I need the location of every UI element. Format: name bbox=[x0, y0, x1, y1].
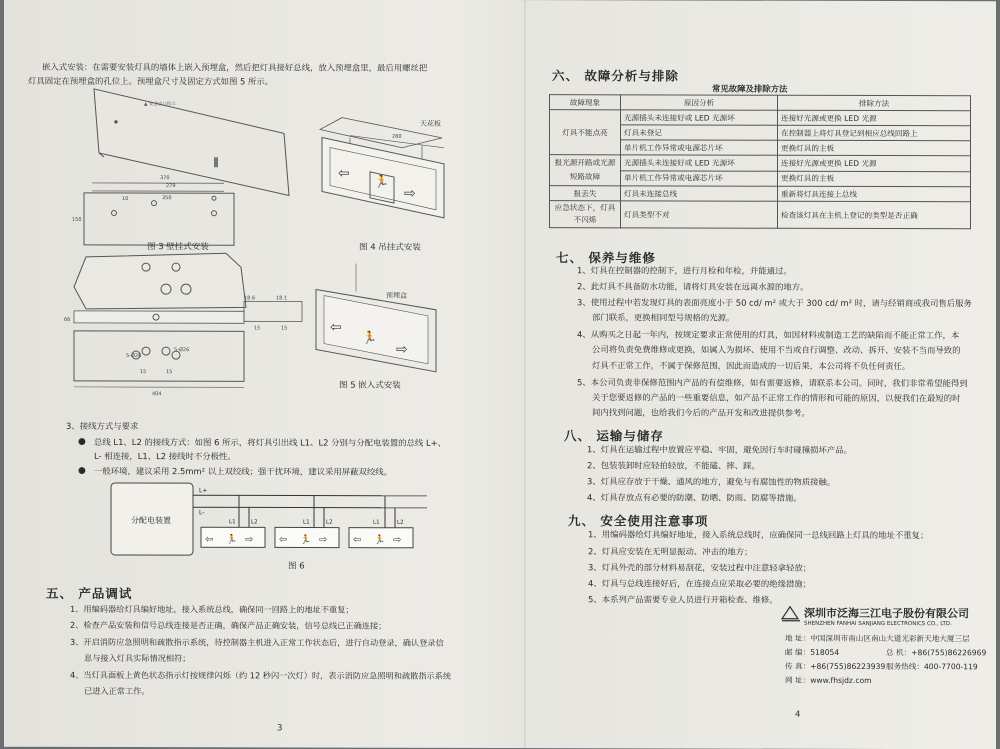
sec6-title: 六、 故障分析与排除 bbox=[552, 66, 679, 84]
figure-6-wiring bbox=[109, 481, 429, 562]
page-number-right: 4 bbox=[795, 710, 800, 720]
fig5-dim-66: 66 bbox=[64, 317, 70, 323]
sec5-item-4b: 已进入正常工作。 bbox=[84, 685, 150, 698]
sec7-item-4c: 灯具不正常工作，不属于保修范围，因此而造成的一切后果，本公司将不负任何责任。 bbox=[592, 359, 910, 372]
sec5-item-3b: 息与接入灯具实际情况相符； bbox=[84, 652, 190, 665]
table-cell: 灯具未连接总线 bbox=[621, 186, 778, 201]
svg-text:⇦: ⇦ bbox=[330, 320, 342, 336]
table-row bbox=[550, 201, 971, 229]
table-cell: 更换灯具的主板 bbox=[778, 140, 971, 156]
svg-text:▲ 安全出口指示: ▲ 安全出口指示 bbox=[144, 100, 176, 107]
fig6-light-2 bbox=[275, 495, 339, 547]
fig3-dim-4: 150 bbox=[72, 217, 82, 223]
svg-text:⇨: ⇨ bbox=[404, 186, 416, 202]
table-cell: 报丢失 bbox=[550, 186, 621, 201]
sec8-title: 八、 运输与储存 bbox=[564, 426, 664, 444]
fig6-box-label: 分配电装置 bbox=[131, 515, 171, 525]
fig6-l2-c: L2 bbox=[397, 520, 404, 526]
company-website: 网 址：www.fhsjdz.com bbox=[785, 675, 872, 687]
table-cell: 报光源开路或光源短路故障 bbox=[550, 155, 621, 186]
fig4-caption: 图 4 吊挂式安装 bbox=[359, 241, 421, 253]
table-cell: 在控制器上将灯具登记到相应总线回路上 bbox=[778, 125, 971, 141]
fig3-caption: 图 3 壁挂式安装 bbox=[147, 240, 209, 252]
fig5-dim-404: 404 bbox=[152, 391, 162, 397]
sec7-item-3b: 部门联系，更换相同型号规格的光源。 bbox=[592, 311, 734, 323]
table-title: 常见故障及排除方法 bbox=[712, 83, 787, 95]
wiring-bullet-1b: L- 相连接，L1、L2 接线时不分极性。 bbox=[94, 450, 236, 462]
sec9-title: 九、 安全使用注意事项 bbox=[568, 511, 708, 529]
sec7-item-3: 3、使用过程中若发现灯具的表面亮度小于 50 cd/ m² 或大于 300 cd/ m² 时，请与经销商或我司售后服务 bbox=[577, 296, 972, 309]
sec9-item-4: 4、灯具与总线连接好后，在连接点应采取必要的绝缘措施； bbox=[588, 577, 811, 590]
fig6-l1-b: L1 bbox=[303, 519, 310, 525]
sec7-item-4b: 公司将负责免费维修或更换，如属人为损坏、使用不当或自行调整、改动、拆开、安装不当而导致的 bbox=[592, 343, 961, 356]
fig6-lminus: L- bbox=[199, 509, 204, 516]
fig5-box-label: 预埋盒 bbox=[386, 291, 407, 300]
company-phone: 总 机：+86(755)86226969 bbox=[886, 647, 986, 659]
sec5-item-3: 3、开启消防应急照明和疏散指示系统，待控制器主机进入正常工作状态后，进行自动登录，确认登录信 bbox=[70, 636, 444, 650]
company-address: 地 址：中国深圳市南山区南山大道光彩新天地大厦三层 bbox=[785, 633, 970, 645]
svg-text:⇦: ⇦ bbox=[338, 166, 350, 182]
table-header: 原因分析 bbox=[621, 95, 778, 110]
sec8-item-1: 1、灯具在运输过程中放置应平稳、牢固，避免因行车时碰撞损坏产品。 bbox=[587, 443, 852, 456]
fig6-l2-b: L2 bbox=[326, 520, 333, 526]
page-fold bbox=[524, 0, 526, 748]
table-cell: 光源插头未连接好或 LED 光源坏 bbox=[621, 155, 778, 171]
fig5-caption: 图 5 嵌入式安装 bbox=[339, 379, 401, 391]
table-row bbox=[550, 110, 971, 126]
table-cell: 连接好光源或更换 LED 光源 bbox=[778, 110, 971, 126]
fault-table bbox=[549, 94, 971, 229]
fig5-dim-7: 15 bbox=[140, 369, 146, 375]
table-header: 排除方法 bbox=[778, 95, 971, 111]
company-postcode: 邮 编：518054 bbox=[785, 647, 839, 659]
page-number-left: 3 bbox=[277, 723, 282, 733]
intro-line-1: 嵌入式安装：在需要安装灯具的墙体上嵌入预埋盒，然后把灯具接好总线，放入预埋盒里，最后用螺丝把 bbox=[42, 61, 427, 74]
company-name-en: SHENZHEN FANHAI SANJIANG ELECTRONICS CO., LTD. bbox=[804, 621, 952, 627]
fig5-dim-3: 15 bbox=[254, 325, 260, 331]
fig5-dim-4: 15 bbox=[281, 325, 287, 331]
fig3-dim-3: 350 bbox=[162, 195, 172, 201]
table-cell: 重新将灯具连接上总线 bbox=[778, 186, 971, 202]
company-service: 服务热线：400-7700-119 bbox=[886, 661, 978, 673]
table-cell: 更换灯具的主板 bbox=[778, 171, 971, 187]
svg-text:🏃: 🏃 bbox=[226, 533, 237, 545]
table-cell: 灯具不能点亮 bbox=[550, 110, 621, 155]
svg-text:⇦: ⇦ bbox=[353, 535, 361, 546]
sec8-item-4: 4、灯具存放点有必要的防潮、防晒、防雨、防腐等措施。 bbox=[587, 491, 802, 504]
figure-3-wall-mount bbox=[74, 83, 324, 254]
wiring-bullet-1: ● 总线 L1、L2 的接线方式：如图 6 所示，将灯具引出线 L1、L2 分别与分配电装置的总线 L+、 bbox=[94, 436, 446, 449]
figure-5-recessed bbox=[316, 262, 476, 374]
table-cell: 灯具类型不对 bbox=[621, 201, 778, 228]
intro-line-2: 灯具固定在预埋盒的孔位上。预埋盒尺寸及固定方式如图 5 所示。 bbox=[28, 75, 273, 88]
fig6-l1-c: L1 bbox=[373, 520, 380, 526]
fig3-dim-1: 370 bbox=[160, 175, 170, 181]
figure-4-hanging-mount bbox=[322, 98, 482, 228]
sec9-item-3: 3、灯具外壳的部分材料易刮花，安装过程中注意轻拿轻放； bbox=[588, 561, 811, 574]
fig5-dim-8: 15 bbox=[166, 369, 172, 375]
wiring-bullet-2: ● 一般环境，建议采用 2.5mm² 以上双绞线；强干扰环境，建议采用屏蔽双绞线。 bbox=[94, 465, 392, 478]
sec7-title: 七、 保养与维修 bbox=[556, 248, 656, 266]
fig4-dim: 280 bbox=[392, 134, 402, 140]
sec8-item-3: 3、灯具应存放于干燥、通风的地方，避免与有腐蚀性的物质接触。 bbox=[587, 475, 835, 488]
sec9-item-2: 2、灯具应安装在无明显振动、冲击的地方； bbox=[588, 545, 752, 557]
fig6-l1-a: L1 bbox=[229, 519, 236, 525]
table-cell: 应急状态下，灯具不闪烁 bbox=[550, 201, 621, 228]
table-row bbox=[550, 155, 971, 172]
fig3-dim-5: 10 bbox=[122, 196, 128, 202]
table-cell: 单片机工作异常或电源芯片坏 bbox=[621, 170, 778, 186]
table-cell: 连接好光源或更换 LED 光源 bbox=[778, 155, 971, 171]
table-cell: 单片机工作异常或电源芯片坏 bbox=[621, 140, 778, 155]
svg-text:●: ● bbox=[114, 120, 118, 125]
sec5-title: 五、 产品调试 bbox=[46, 584, 132, 602]
company-fax: 传 真：+86(755)86223939 bbox=[785, 661, 885, 673]
fig5-dim-6: 5-Ø26 bbox=[174, 346, 189, 353]
sec7-item-4: 4、从购买之日起一年内，按规定要求正常使用的灯具，如因材料或制造工艺的缺陷而不能正常工作，本 bbox=[577, 328, 959, 341]
figure-5-box-drawings bbox=[66, 247, 316, 398]
fig6-caption: 图 6 bbox=[288, 559, 305, 571]
table-row bbox=[550, 186, 971, 202]
fig6-l2-a: L2 bbox=[251, 519, 258, 525]
table-header-row bbox=[550, 95, 971, 111]
sec7-item-1: 1、灯具在控制器的控制下，进行月检和年检，并能通过。 bbox=[577, 264, 792, 277]
document-sheet bbox=[4, 0, 996, 749]
fig6-light-3 bbox=[349, 496, 413, 548]
sec7-item-5: 5、本公司负责非保修范围内产品的有偿维修，如有需要返修，请联系本公司。同时，我们非常希望能得到 bbox=[577, 376, 968, 389]
svg-text:🏃: 🏃 bbox=[300, 533, 311, 545]
fig5-dim-5: 5-Ø26 bbox=[126, 352, 141, 359]
table-cell: 光源插头未连接好或 LED 光源坏 bbox=[621, 110, 778, 125]
fig5-dim-1: 18.6 bbox=[244, 295, 255, 301]
svg-text:⇨: ⇨ bbox=[393, 535, 401, 546]
fig6-lplus: L+ bbox=[199, 487, 207, 494]
table-cell: 灯具未登记 bbox=[621, 125, 778, 140]
sec8-item-2: 2、包装装卸时应轻拍轻放，不能磕、摔、踩。 bbox=[587, 459, 760, 471]
sec5-item-2: 2、检查产品安装和信号总线连接是否正确，确保产品正确安装，信号总线已正确连接； bbox=[70, 619, 386, 633]
fig4-ceiling-label: 天花板 bbox=[420, 119, 441, 128]
sec7-item-5b: 关于您要返修的产品的一些重要信息，如产品不正常工作的情形和可能的原因，以便我们在最短的时 bbox=[592, 391, 961, 404]
fig6-light-1 bbox=[201, 495, 265, 547]
table-cell: 检查该灯具在主机上登记的类型是否正确 bbox=[778, 201, 971, 229]
fig3-dim-2: 279 bbox=[166, 183, 176, 189]
sec7-item-5c: 间内找到问题，也给我们今后的产品开发和改进提供参考。 bbox=[592, 406, 810, 419]
company-name-cn: 深圳市泛海三江电子股份有限公司 bbox=[804, 605, 969, 621]
svg-text:⇦: ⇦ bbox=[205, 534, 213, 545]
svg-text:🏃: 🏃 bbox=[374, 175, 389, 189]
svg-text:⇨: ⇨ bbox=[319, 535, 327, 546]
svg-text:⇦: ⇦ bbox=[279, 534, 287, 545]
sec7-item-2: 2、此灯具不具备防水功能，请将灯具安装在远离水源的地方。 bbox=[577, 280, 808, 293]
sec9-item-5: 5、本系列产品需要专业人员进行开箱检查、维修。 bbox=[588, 593, 778, 605]
sec9-item-1: 1、用编码器给灯具编好地址，接入系统总线时，应确保同一总线回路上灯具的地址不重复； bbox=[588, 528, 928, 541]
fig5-dim-2: 18.1 bbox=[276, 295, 287, 301]
company-logo bbox=[780, 605, 802, 623]
svg-text:🏃: 🏃 bbox=[362, 331, 377, 345]
sec5-item-4: 4、当灯具面板上黄色状态指示灯按规律闪烁（约 12 秒闪一次灯）时，表示消防应急照明和疏散指示系统 bbox=[70, 669, 451, 683]
svg-text:⇨: ⇨ bbox=[245, 534, 253, 545]
wiring-title: 3、接线方式与要求 bbox=[66, 420, 138, 432]
sec5-item-1: 1、用编码器给灯具编好地址，接入系统总线，确保同一回路上的地址不重复； bbox=[70, 603, 354, 617]
svg-text:⇨: ⇨ bbox=[396, 342, 408, 358]
svg-text:🏃: 🏃 bbox=[374, 534, 385, 546]
table-header: 故障现象 bbox=[550, 95, 621, 110]
